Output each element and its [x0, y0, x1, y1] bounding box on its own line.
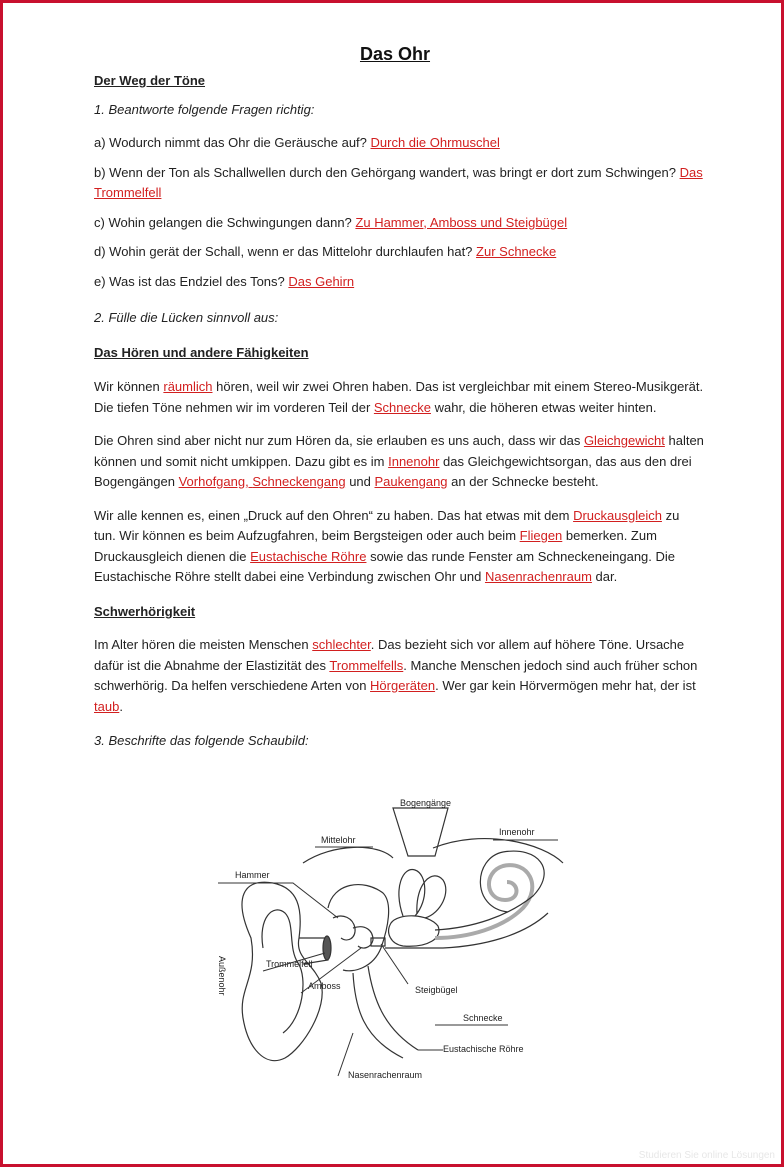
gap-answer: Eustachische Röhre [250, 548, 367, 564]
text-run: zu tun. Wir können es beim Aufzugfahren, beim Bergsteigen oder auch beim [94, 507, 680, 543]
text-run: hören, weil wir zwei Ohren haben. Das ist vergleichbar mit einem Stereo-Musikgerät. Die tiefen Töne nehmen wir im vorderen Teil der [94, 379, 704, 415]
middle-ear-cavity [328, 885, 389, 971]
question-a [94, 133, 704, 154]
question-e [94, 272, 704, 293]
ossicle-hammer [333, 916, 355, 940]
paragraph-hoeren-3 [94, 506, 704, 588]
worksheet-page [3, 3, 781, 1164]
gap-answer: schlechter [312, 637, 371, 652]
gap-answer: räumlich [163, 379, 213, 394]
task-2-instruction: 2. Fülle die Lücken sinnvoll aus: [94, 310, 279, 325]
gap-answer: Hörgeräten [370, 678, 436, 693]
paragraph-hoeren-1 [94, 377, 704, 418]
text-run: und [345, 474, 375, 489]
gap-answer: Nasenrachenraum [484, 569, 592, 584]
gap-answer: Trommelfells [329, 657, 404, 673]
section-heading-weg-der-toene: Der Weg der Töne [94, 73, 206, 88]
text-run: . Wer gar kein Hörvermögen mehr hat, der ist [435, 678, 696, 693]
paragraph-schwerhoerigkeit [94, 635, 704, 717]
cochlea-base [385, 913, 548, 948]
answer-text: Durch die Ohrmuschel [370, 135, 500, 150]
question-text: d) Wohin gerät der Schall, wenn er das Mittelohr durchlaufen hat? [94, 244, 477, 259]
ear-diagram [203, 788, 603, 1088]
text-run: . Manche Menschen jedoch sind auch früher schon schwerhörig. Da helfen verschiedene Arten von [94, 657, 698, 693]
text-run: wahr, die höheren etwas weiter hinten. [430, 399, 657, 415]
answer-text: Zur Schnecke [476, 244, 557, 259]
answer-text: Zu Hammer, Amboss und Steigbügel [355, 214, 568, 230]
page-title: Das Ohr [359, 44, 431, 64]
question-text: a) Wodurch nimmt das Ohr die Geräusche auf? [94, 135, 371, 150]
task-3-instruction: 3. Beschrifte das folgende Schaubild: [94, 733, 309, 748]
question-b [94, 163, 704, 204]
vestibule [389, 916, 439, 946]
question-text: b) Wenn der Ton als Schallwellen durch den Gehörgang wandert, was bringt er dort zum Schwingen? [94, 164, 680, 180]
diagram-labels [217, 798, 558, 1080]
cochlea-spiral [435, 865, 532, 938]
watermark: Studieren Sie online Lösungen [638, 1150, 775, 1161]
gap-answer: Schneckengang [252, 474, 346, 489]
gap-answer: Paukengang [374, 474, 448, 489]
label-nasenrachenraum: Nasenrachenraum [348, 1070, 423, 1080]
pointer-line [218, 883, 338, 918]
ear-drawing [242, 808, 563, 1061]
label-innenohr: Innenohr [499, 827, 535, 837]
label-trommelfell: Trommelfell [266, 959, 313, 969]
gap-answer: Druckausgleich [573, 507, 662, 523]
section-heading-hoeren: Das Hören und andere Fähigkeiten [94, 344, 309, 360]
gap-answer: Fliegen [519, 528, 563, 543]
question-text: c) Wohin gelangen die Schwingungen dann? [94, 214, 356, 230]
text-run: dar. [591, 569, 618, 584]
gap-answer: Schnecke [373, 399, 431, 415]
ossicle-anvil [353, 927, 373, 948]
text-run: . Das bezieht sich vor allem auf höhere Töne. Ursache dafür ist die Abnahme der Elastizität des [94, 637, 685, 673]
gap-answer: Gleichgewicht [583, 433, 665, 448]
inner-ear-boundary [433, 839, 563, 863]
gap-answer: taub [94, 698, 120, 714]
paragraph-hoeren-2 [94, 431, 704, 493]
text-run: Im Alter hören die meisten Menschen [94, 637, 313, 652]
label-hammer: Hammer [235, 870, 270, 880]
text-run: das Gleichgewichtsorgan, das aus den drei Bogengängen [94, 453, 692, 489]
text-run: Wir können [94, 379, 164, 394]
text-run: halten können und somit nicht umkippen. Dazu gibt es im [94, 433, 704, 469]
question-c [94, 213, 704, 234]
text-run: Die Ohren sind aber nicht nur zum Hören da, sie erlauben es uns auch, dass wir das [94, 433, 584, 448]
text-run: bemerken. Zum Druckausgleich dienen die [94, 528, 657, 564]
label-steigbuegel: Steigbügel [415, 985, 458, 995]
task-1-instruction: 1. Beantworte folgende Fragen richtig: [94, 101, 315, 117]
worksheet-content [94, 71, 704, 752]
semicircular-canal-1 [399, 870, 425, 916]
question-d [94, 242, 704, 263]
eustachian-tube-lower [353, 973, 403, 1058]
label-mittelohr: Mittelohr [321, 835, 356, 845]
gap-answer: Vorhofgang [178, 474, 246, 489]
text-run: sowie das runde Fenster am Schneckeneingang. Die Eustachische Röhre stellt dabei eine Verbindung zwischen Ohr und [94, 548, 676, 584]
semicircular-canal-2 [417, 876, 446, 918]
label-schnecke: Schnecke [463, 1013, 503, 1023]
text-run: Wir alle kennen es, einen „Druck auf den Ohren“ zu haben. Das hat etwas mit dem [94, 507, 574, 523]
auricle-inner [262, 910, 303, 1033]
bogengaenge-funnel [393, 808, 448, 856]
label-eustachische-roehre: Eustachische Röhre [443, 1044, 524, 1054]
text-run: an der Schnecke besteht. [447, 474, 599, 489]
answer-text: Das Gehirn [288, 273, 355, 289]
label-aussenohr: Außenohr [217, 956, 227, 996]
temporal-bone [303, 847, 393, 863]
label-amboss: Amboss [308, 981, 341, 991]
label-bogengaenge: Bogengänge [400, 798, 452, 808]
eardrum-shape [323, 936, 331, 960]
question-text: e) Was ist das Endziel des Tons? [94, 273, 289, 289]
gap-separator: , [245, 474, 253, 489]
text-run: . [119, 698, 123, 714]
pointer-line [381, 944, 408, 984]
auricle-shape [242, 882, 322, 1060]
answer-text: Das Trommelfell [94, 164, 703, 200]
gap-answer: Innenohr [388, 453, 440, 469]
section-heading-schwerhoerigkeit: Schwerhörigkeit [94, 603, 196, 619]
